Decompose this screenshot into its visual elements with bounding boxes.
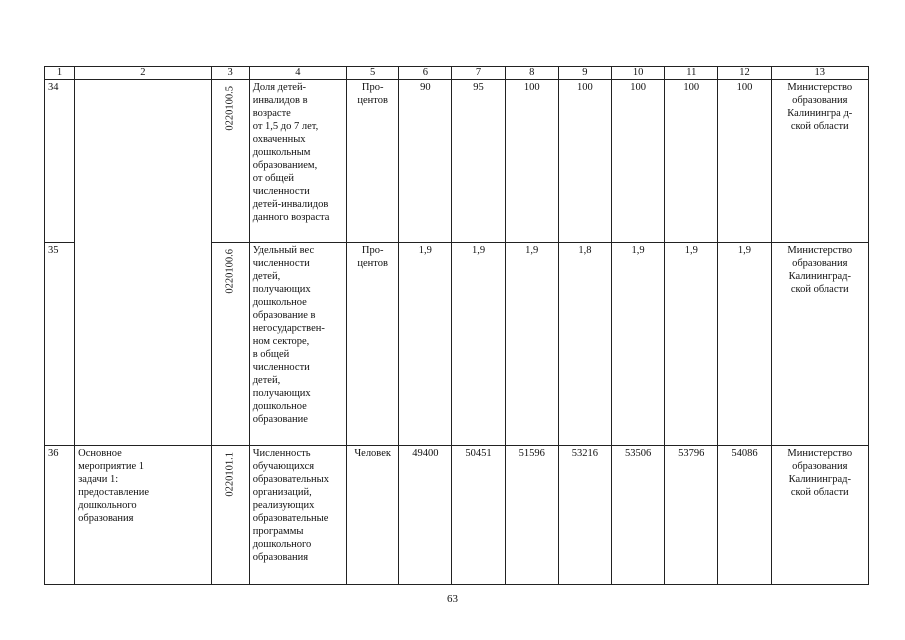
value-cell: 1,9 bbox=[718, 243, 771, 446]
header-cell: 11 bbox=[665, 67, 718, 80]
header-cell: 8 bbox=[505, 67, 558, 80]
value-cell: 100 bbox=[505, 80, 558, 243]
unit-cell: Человек bbox=[347, 446, 399, 585]
unit-cell: Про- центов bbox=[347, 243, 399, 446]
value-cell: 100 bbox=[558, 80, 611, 243]
header-cell: 13 bbox=[771, 67, 868, 80]
value-cell: 90 bbox=[399, 80, 452, 243]
header-cell: 12 bbox=[718, 67, 771, 80]
value-cell: 50451 bbox=[452, 446, 505, 585]
header-cell: 3 bbox=[211, 67, 249, 80]
value-cell: 49400 bbox=[399, 446, 452, 585]
value-cell: 1,9 bbox=[612, 243, 665, 446]
row-number: 36 bbox=[45, 446, 75, 585]
value-cell: 100 bbox=[718, 80, 771, 243]
indicator-name: Доля детей- инвалидов в возрасте от 1,5 до 7 лет, охваченных дошкольным образованием, от общей численности детей-инвалидов данного возраста bbox=[249, 80, 346, 243]
indicator-name: Удельный вес численности детей, получающих дошкольное образование в негосударствен- ном секторе, в общей численности детей, получающих дошкольное образование bbox=[249, 243, 346, 446]
header-row bbox=[45, 67, 869, 80]
indicator-code: 0220100.5 bbox=[211, 80, 249, 243]
indicator-code: 0220100.6 bbox=[211, 243, 249, 446]
value-cell: 51596 bbox=[505, 446, 558, 585]
value-cell: 1,9 bbox=[399, 243, 452, 446]
header-cell: 5 bbox=[347, 67, 399, 80]
indicators-table bbox=[44, 66, 869, 585]
header-cell: 4 bbox=[249, 67, 346, 80]
value-cell: 100 bbox=[665, 80, 718, 243]
page-number: 63 bbox=[447, 593, 458, 605]
row-number: 35 bbox=[45, 243, 75, 446]
indicator-name: Численность обучающихся образовательных организаций, реализующих образовательные программы дошкольного образования bbox=[249, 446, 346, 585]
header-cell: 7 bbox=[452, 67, 505, 80]
indicator-code: 0220101.1 bbox=[211, 446, 249, 585]
responsible-cell: Министерство образования Калининград- ской области bbox=[771, 243, 868, 446]
value-cell: 53216 bbox=[558, 446, 611, 585]
responsible-cell: Министерство образования Калинингра д- ской области bbox=[771, 80, 868, 243]
unit-cell: Про- центов bbox=[347, 80, 399, 243]
value-cell: 1,9 bbox=[665, 243, 718, 446]
header-cell: 2 bbox=[75, 67, 211, 80]
table-row bbox=[45, 80, 869, 243]
header-cell: 9 bbox=[558, 67, 611, 80]
header-cell: 1 bbox=[45, 67, 75, 80]
value-cell: 100 bbox=[612, 80, 665, 243]
value-cell: 95 bbox=[452, 80, 505, 243]
header-cell: 10 bbox=[612, 67, 665, 80]
value-cell: 1,8 bbox=[558, 243, 611, 446]
value-cell: 1,9 bbox=[452, 243, 505, 446]
row-number: 34 bbox=[45, 80, 75, 243]
event-cell bbox=[75, 80, 211, 446]
table-row bbox=[45, 446, 869, 585]
value-cell: 54086 bbox=[718, 446, 771, 585]
event-cell: Основное мероприятие 1 задачи 1: предоставление дошкольного образования bbox=[75, 446, 211, 585]
value-cell: 53796 bbox=[665, 446, 718, 585]
responsible-cell: Министерство образования Калининград- ской области bbox=[771, 446, 868, 585]
value-cell: 1,9 bbox=[505, 243, 558, 446]
header-cell: 6 bbox=[399, 67, 452, 80]
value-cell: 53506 bbox=[612, 446, 665, 585]
